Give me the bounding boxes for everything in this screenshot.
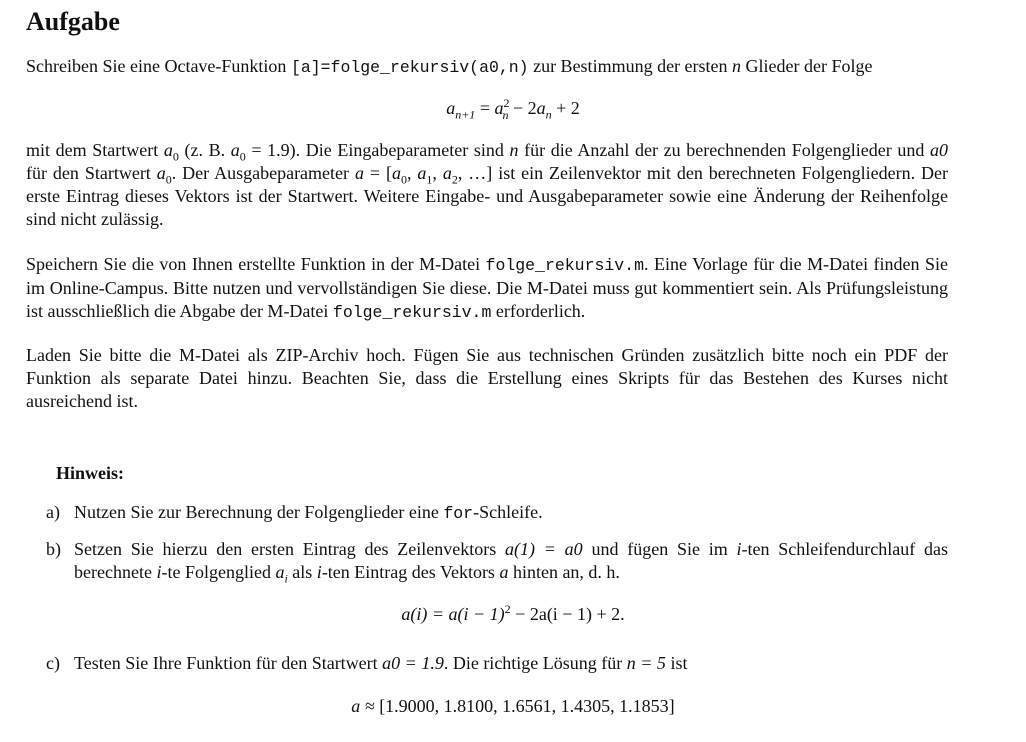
filename-code: folge_rekursiv.m <box>332 303 492 322</box>
hint-item-b: b) Setzen Sie hierzu den ersten Eintrag des Zeilenvektors a(1) = a0 und fügen Sie im i-ten Schleifendurchlauf das berechnete i-te Folgenglied $a_i$ als i-ten Eintrag des Vektors a hinten an, d. h. <box>46 539 948 586</box>
hint-item-c: c) Testen Sie Ihre Funktion für den Startwert a0 = 1.9. Die richtige Lösung für n = 5 ist <box>46 653 688 673</box>
solution-vector: a ≈ [1.9000, 1.8100, 1.6561, 1.4305, 1.1853] <box>351 696 675 716</box>
hint-item-a: a) Nutzen Sie zur Berechnung der Folgenglieder eine for-Schleife. <box>46 502 543 523</box>
loop-formula: $a(i) = a(i - 1)^2 - 2a(i - 1) + 2$. <box>401 602 625 624</box>
for-code: for <box>443 504 474 523</box>
heading: Aufgabe <box>26 7 120 36</box>
hinweis-title: Hinweis: <box>56 463 125 483</box>
intro-paragraph: Schreiben Sie eine Octave-Funktion [a]=folge_rekursiv(a0,n) zur Bestimmung der ersten n Glieder der Folge <box>26 56 873 77</box>
parameters-paragraph: mit dem Startwert $a_0$ (z. B. $a_0 = 1.9$). Die Eingabeparameter sind n für die Anzahl der zu berechnenden Folgenglieder und a0 für den Startwert $a_0$. Der Ausgabeparameter $a = [a_0$, $a_1$, $a_2$, …] ist ein Zeilenvektor mit den berechneten Folgengliedern. Der erste Eintrag dieses Vektors ist der Startwert. Weitere Eingabe- und Ausgabeparameter sowie eine Änderung der Reihenfolge sind nicht zulässig. <box>26 140 949 229</box>
function-signature-code: [a]=folge_rekursiv(a0,n) <box>290 58 529 77</box>
upload-paragraph: Laden Sie bitte die M-Datei als ZIP-Archiv hoch. Fügen Sie aus technischen Gründen zusätzlich bitte noch ein PDF der Funktion als separate Datei hinzu. Beachten Sie, dass die Erstellung eines Skripts für das Bestehen des Kurses nicht ausreichend ist. <box>26 345 948 411</box>
file-paragraph: Speichern Sie die von Ihnen erstellte Funktion in der M-Datei folge_rekursiv.m. Eine Vorlage für die M-Datei finden Sie im Online-Campus. Bitte nutzen und vervollständigen Sie diese. Die M-Datei muss gut kommentiert sein. Als Prüfungsleistung ist ausschließlich die Abgabe der M-Datei folge_rekursiv.m erforderlich. <box>26 254 948 322</box>
recurrence-formula: $a_{n+1} = a^2_n - 2a_n + 2$ <box>446 96 580 122</box>
filename-code: folge_rekursiv.m <box>485 256 644 275</box>
